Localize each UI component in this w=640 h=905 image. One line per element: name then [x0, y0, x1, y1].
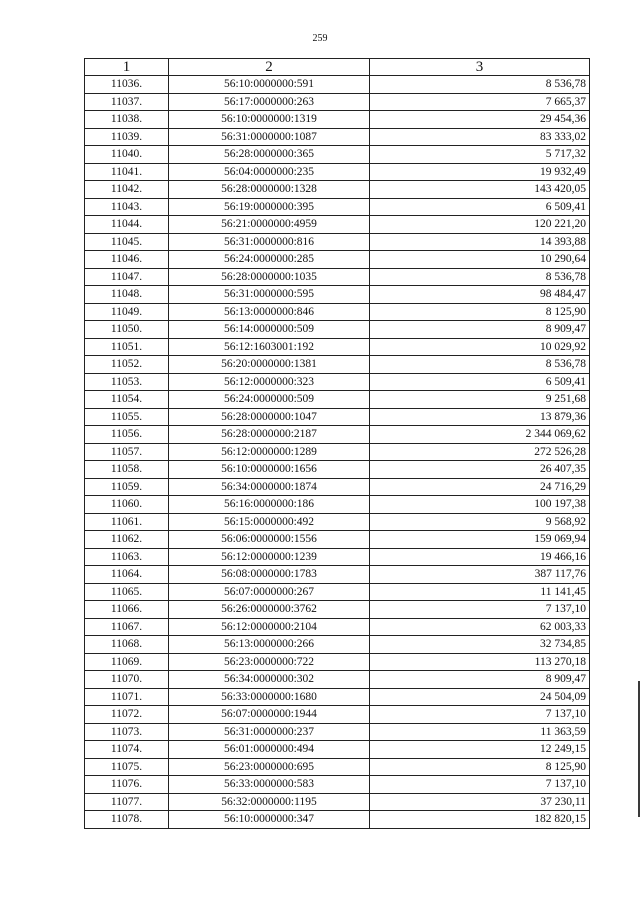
table-row	[85, 461, 590, 479]
table-row	[85, 303, 590, 321]
amount-value: 24 716,29	[370, 478, 590, 496]
row-number: 11053.	[85, 373, 169, 391]
table-row	[85, 636, 590, 654]
amount-value: 8 909,47	[370, 671, 590, 689]
row-number: 11040.	[85, 146, 169, 164]
table-row	[85, 583, 590, 601]
amount-value: 272 526,28	[370, 443, 590, 461]
row-number: 11046.	[85, 251, 169, 269]
amount-value: 8 536,78	[370, 268, 590, 286]
cadastral-number: 56:10:0000000:347	[169, 811, 370, 829]
row-number: 11049.	[85, 303, 169, 321]
amount-value: 26 407,35	[370, 461, 590, 479]
cadastral-number: 56:17:0000000:263	[169, 93, 370, 111]
row-number: 11073.	[85, 723, 169, 741]
row-number: 11075.	[85, 758, 169, 776]
table-row	[85, 286, 590, 304]
amount-value: 62 003,33	[370, 618, 590, 636]
amount-value: 7 137,10	[370, 776, 590, 794]
cadastral-number: 56:34:0000000:302	[169, 671, 370, 689]
table-row	[85, 426, 590, 444]
table-row	[85, 706, 590, 724]
amount-value: 13 879,36	[370, 408, 590, 426]
amount-value: 8 909,47	[370, 321, 590, 339]
table-row	[85, 478, 590, 496]
cadastral-number: 56:28:0000000:365	[169, 146, 370, 164]
row-number: 11072.	[85, 706, 169, 724]
cadastral-number: 56:12:0000000:323	[169, 373, 370, 391]
table-row	[85, 373, 590, 391]
table-row	[85, 163, 590, 181]
column-header-2: 2	[169, 59, 370, 76]
cadastral-number: 56:13:0000000:266	[169, 636, 370, 654]
cadastral-number: 56:10:0000000:591	[169, 76, 370, 94]
row-number: 11050.	[85, 321, 169, 339]
row-number: 11045.	[85, 233, 169, 251]
table-row	[85, 723, 590, 741]
table-row	[85, 601, 590, 619]
cadastral-number: 56:28:0000000:2187	[169, 426, 370, 444]
row-number: 11069.	[85, 653, 169, 671]
cadastral-number: 56:32:0000000:1195	[169, 793, 370, 811]
table-row	[85, 548, 590, 566]
amount-value: 7 137,10	[370, 601, 590, 619]
row-number: 11047.	[85, 268, 169, 286]
row-number: 11038.	[85, 111, 169, 129]
row-number: 11036.	[85, 76, 169, 94]
table-row	[85, 128, 590, 146]
amount-value: 10 029,92	[370, 338, 590, 356]
cadastral-number: 56:19:0000000:395	[169, 198, 370, 216]
row-number: 11077.	[85, 793, 169, 811]
cadastral-number: 56:14:0000000:509	[169, 321, 370, 339]
cadastral-number: 56:28:0000000:1035	[169, 268, 370, 286]
cadastral-number: 56:28:0000000:1328	[169, 181, 370, 199]
amount-value: 143 420,05	[370, 181, 590, 199]
amount-value: 98 484,47	[370, 286, 590, 304]
row-number: 11064.	[85, 566, 169, 584]
amount-value: 100 197,38	[370, 496, 590, 514]
cadastral-number: 56:16:0000000:186	[169, 496, 370, 514]
table-row	[85, 251, 590, 269]
cadastral-number: 56:12:0000000:2104	[169, 618, 370, 636]
table-row	[85, 566, 590, 584]
table-row	[85, 338, 590, 356]
amount-value: 29 454,36	[370, 111, 590, 129]
column-header-1: 1	[85, 59, 169, 76]
amount-value: 5 717,32	[370, 146, 590, 164]
row-number: 11063.	[85, 548, 169, 566]
amount-value: 7 137,10	[370, 706, 590, 724]
amount-value: 8 125,90	[370, 758, 590, 776]
table-row	[85, 618, 590, 636]
cadastral-number: 56:06:0000000:1556	[169, 531, 370, 549]
cadastral-number: 56:31:0000000:595	[169, 286, 370, 304]
cadastral-number: 56:13:0000000:846	[169, 303, 370, 321]
cadastral-number: 56:20:0000000:1381	[169, 356, 370, 374]
row-number: 11062.	[85, 531, 169, 549]
page-number: 259	[312, 33, 328, 44]
table-row	[85, 531, 590, 549]
row-number: 11066.	[85, 601, 169, 619]
cadastral-number: 56:23:0000000:722	[169, 653, 370, 671]
column-header-3: 3	[370, 59, 590, 76]
table-row	[85, 76, 590, 94]
amount-value: 120 221,20	[370, 216, 590, 234]
cadastral-table	[84, 58, 590, 829]
cadastral-number: 56:24:0000000:285	[169, 251, 370, 269]
amount-value: 19 466,16	[370, 548, 590, 566]
amount-value: 19 932,49	[370, 163, 590, 181]
table-row	[85, 671, 590, 689]
row-number: 11068.	[85, 636, 169, 654]
table-row	[85, 688, 590, 706]
cadastral-number: 56:26:0000000:3762	[169, 601, 370, 619]
cadastral-number: 56:07:0000000:1944	[169, 706, 370, 724]
row-number: 11065.	[85, 583, 169, 601]
amount-value: 8 536,78	[370, 76, 590, 94]
amount-value: 113 270,18	[370, 653, 590, 671]
row-number: 11037.	[85, 93, 169, 111]
row-number: 11071.	[85, 688, 169, 706]
amount-value: 83 333,02	[370, 128, 590, 146]
cadastral-number: 56:33:0000000:1680	[169, 688, 370, 706]
table-row	[85, 741, 590, 759]
cadastral-number: 56:31:0000000:816	[169, 233, 370, 251]
table-row	[85, 793, 590, 811]
table-row	[85, 443, 590, 461]
amount-value: 6 509,41	[370, 373, 590, 391]
row-number: 11056.	[85, 426, 169, 444]
row-number: 11057.	[85, 443, 169, 461]
table-row	[85, 776, 590, 794]
table-row	[85, 181, 590, 199]
amount-value: 10 290,64	[370, 251, 590, 269]
table-row	[85, 146, 590, 164]
table-row	[85, 93, 590, 111]
row-number: 11044.	[85, 216, 169, 234]
row-number: 11054.	[85, 391, 169, 409]
table-row	[85, 496, 590, 514]
cadastral-number: 56:23:0000000:695	[169, 758, 370, 776]
row-number: 11067.	[85, 618, 169, 636]
cadastral-number: 56:07:0000000:267	[169, 583, 370, 601]
cadastral-number: 56:01:0000000:494	[169, 741, 370, 759]
cadastral-number: 56:15:0000000:492	[169, 513, 370, 531]
row-number: 11055.	[85, 408, 169, 426]
row-number: 11043.	[85, 198, 169, 216]
cadastral-number: 56:34:0000000:1874	[169, 478, 370, 496]
cadastral-number: 56:10:0000000:1656	[169, 461, 370, 479]
cadastral-number: 56:31:0000000:237	[169, 723, 370, 741]
amount-value: 9 568,92	[370, 513, 590, 531]
row-number: 11070.	[85, 671, 169, 689]
amount-value: 6 509,41	[370, 198, 590, 216]
amount-value: 2 344 069,62	[370, 426, 590, 444]
row-number: 11041.	[85, 163, 169, 181]
cadastral-number: 56:24:0000000:509	[169, 391, 370, 409]
row-number: 11078.	[85, 811, 169, 829]
amount-value: 32 734,85	[370, 636, 590, 654]
row-number: 11076.	[85, 776, 169, 794]
table-row	[85, 408, 590, 426]
row-number: 11039.	[85, 128, 169, 146]
amount-value: 12 249,15	[370, 741, 590, 759]
row-number: 11059.	[85, 478, 169, 496]
table-row	[85, 811, 590, 829]
table-row	[85, 391, 590, 409]
cadastral-number: 56:33:0000000:583	[169, 776, 370, 794]
amount-value: 37 230,11	[370, 793, 590, 811]
table-row	[85, 513, 590, 531]
amount-value: 182 820,15	[370, 811, 590, 829]
cadastral-number: 56:04:0000000:235	[169, 163, 370, 181]
amount-value: 24 504,09	[370, 688, 590, 706]
cadastral-number: 56:31:0000000:1087	[169, 128, 370, 146]
table-row	[85, 356, 590, 374]
table-row	[85, 321, 590, 339]
table-row	[85, 216, 590, 234]
cadastral-number: 56:21:0000000:4959	[169, 216, 370, 234]
row-number: 11042.	[85, 181, 169, 199]
cadastral-number: 56:12:0000000:1289	[169, 443, 370, 461]
amount-value: 8 125,90	[370, 303, 590, 321]
row-number: 11074.	[85, 741, 169, 759]
amount-value: 9 251,68	[370, 391, 590, 409]
row-number: 11060.	[85, 496, 169, 514]
cadastral-number: 56:12:1603001:192	[169, 338, 370, 356]
cadastral-number: 56:10:0000000:1319	[169, 111, 370, 129]
amount-value: 387 117,76	[370, 566, 590, 584]
row-number: 11048.	[85, 286, 169, 304]
amount-value: 11 141,45	[370, 583, 590, 601]
table-header-row	[85, 59, 590, 76]
row-number: 11052.	[85, 356, 169, 374]
cadastral-number: 56:08:0000000:1783	[169, 566, 370, 584]
table-row	[85, 198, 590, 216]
table-row	[85, 111, 590, 129]
table-row	[85, 268, 590, 286]
amount-value: 14 393,88	[370, 233, 590, 251]
amount-value: 7 665,37	[370, 93, 590, 111]
row-number: 11061.	[85, 513, 169, 531]
amount-value: 159 069,94	[370, 531, 590, 549]
table-row	[85, 653, 590, 671]
row-number: 11058.	[85, 461, 169, 479]
amount-value: 8 536,78	[370, 356, 590, 374]
table-row	[85, 233, 590, 251]
cadastral-number: 56:12:0000000:1239	[169, 548, 370, 566]
row-number: 11051.	[85, 338, 169, 356]
cadastral-number: 56:28:0000000:1047	[169, 408, 370, 426]
table-row	[85, 758, 590, 776]
amount-value: 11 363,59	[370, 723, 590, 741]
